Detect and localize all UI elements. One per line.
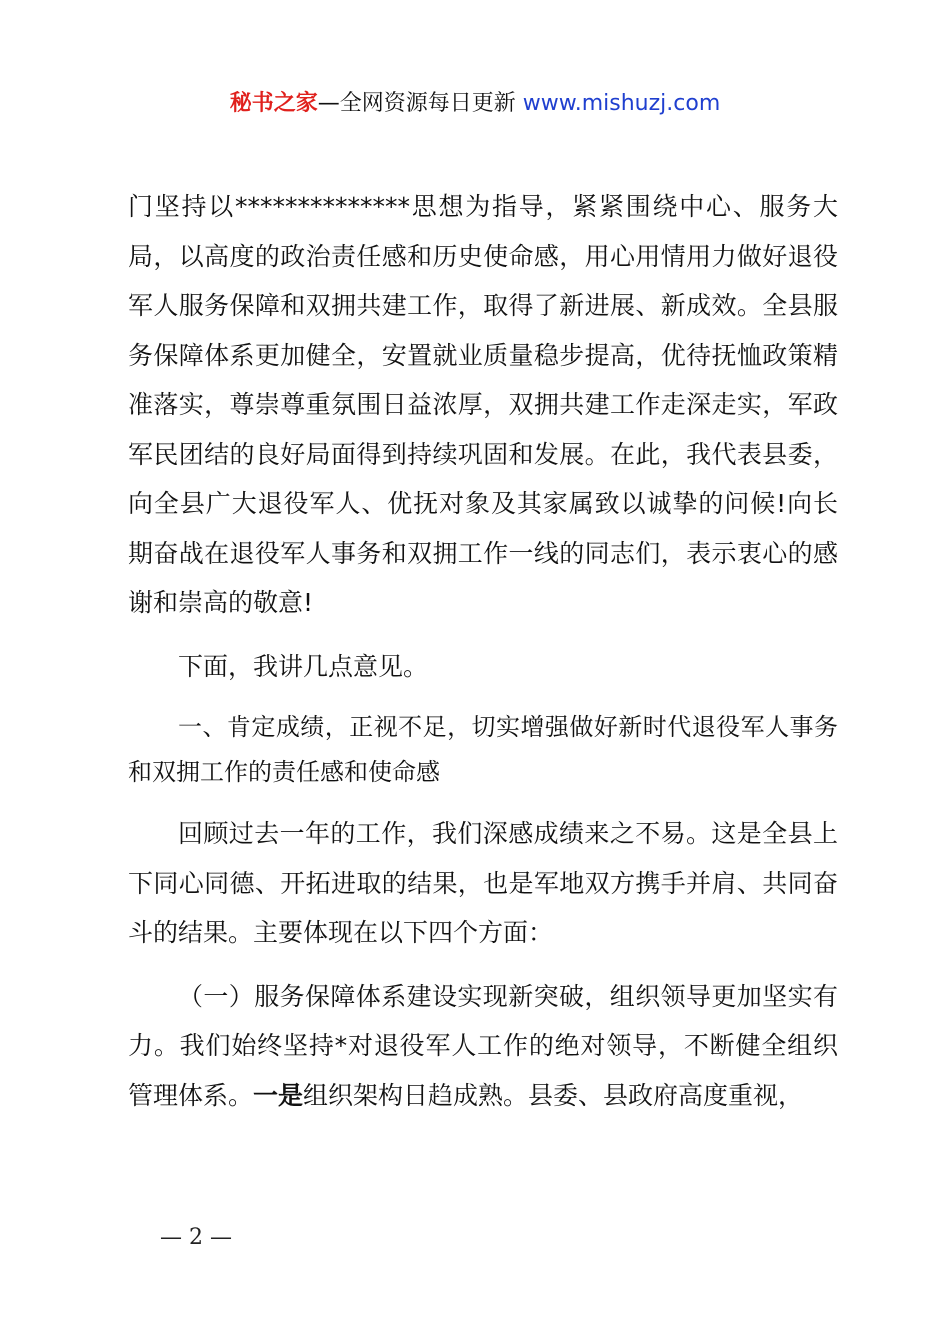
paragraph-3: 回顾过去一年的工作，我们深感成绩来之不易。这是全县上下同心同德、开拓进取的结果，也是军地双方携手并肩、共同奋斗的结果。主要体现在以下四个方面： bbox=[128, 819, 838, 947]
header-url-link[interactable]: www.mishuzj.com bbox=[522, 91, 721, 116]
paragraph-1: 门坚持以**************思想为指导，紧紧围绕中心、服务大局，以高度的政治责任感和历史使命感，用心用情用力做好退役军人服务保障和双拥共建工作，取得了新进展、新成效。全县服务保障体系更加健全，安置就业质量稳步提高，优待抚恤政策精准落实，尊崇尊重氛围日益浓厚，双拥共建工作走深走实，军政军民团结的良好局面得到持续巩固和发展。在此，我代表县委，向全县广大退役军人、优抚对象及其家属致以诚挚的问候!向长期奋战在退役军人事务和双拥工作一线的同志们，表示衷心的感谢和崇高的敬意! bbox=[128, 192, 838, 617]
paragraph-4-text-a: （一）服务保障体系建设实现新突破，组织领导更加坚实有力。我们始终坚持*对退役军人工作的绝对领导，不断健全组织管理体系。 bbox=[128, 981, 838, 1110]
paragraph-4-text-b: 组织架构日趋成熟。县委、县政府高度重视， bbox=[303, 1080, 804, 1110]
page-header bbox=[0, 88, 950, 120]
document-body bbox=[128, 182, 838, 1120]
paragraph-4-bold-marker: 一是 bbox=[253, 1080, 304, 1110]
page-number: — 2 — bbox=[160, 1225, 232, 1250]
paragraph-2: 下面，我讲几点意见。 bbox=[178, 651, 429, 681]
paragraph-4 bbox=[128, 972, 838, 1121]
header-tagline: —全网资源每日更新 bbox=[317, 91, 523, 116]
section-heading-1: 一、肯定成绩，正视不足，切实增强做好新时代退役军人事务和双拥工作的责任感和使命感 bbox=[128, 713, 838, 786]
header-brand: 秘书之家 bbox=[229, 91, 318, 116]
